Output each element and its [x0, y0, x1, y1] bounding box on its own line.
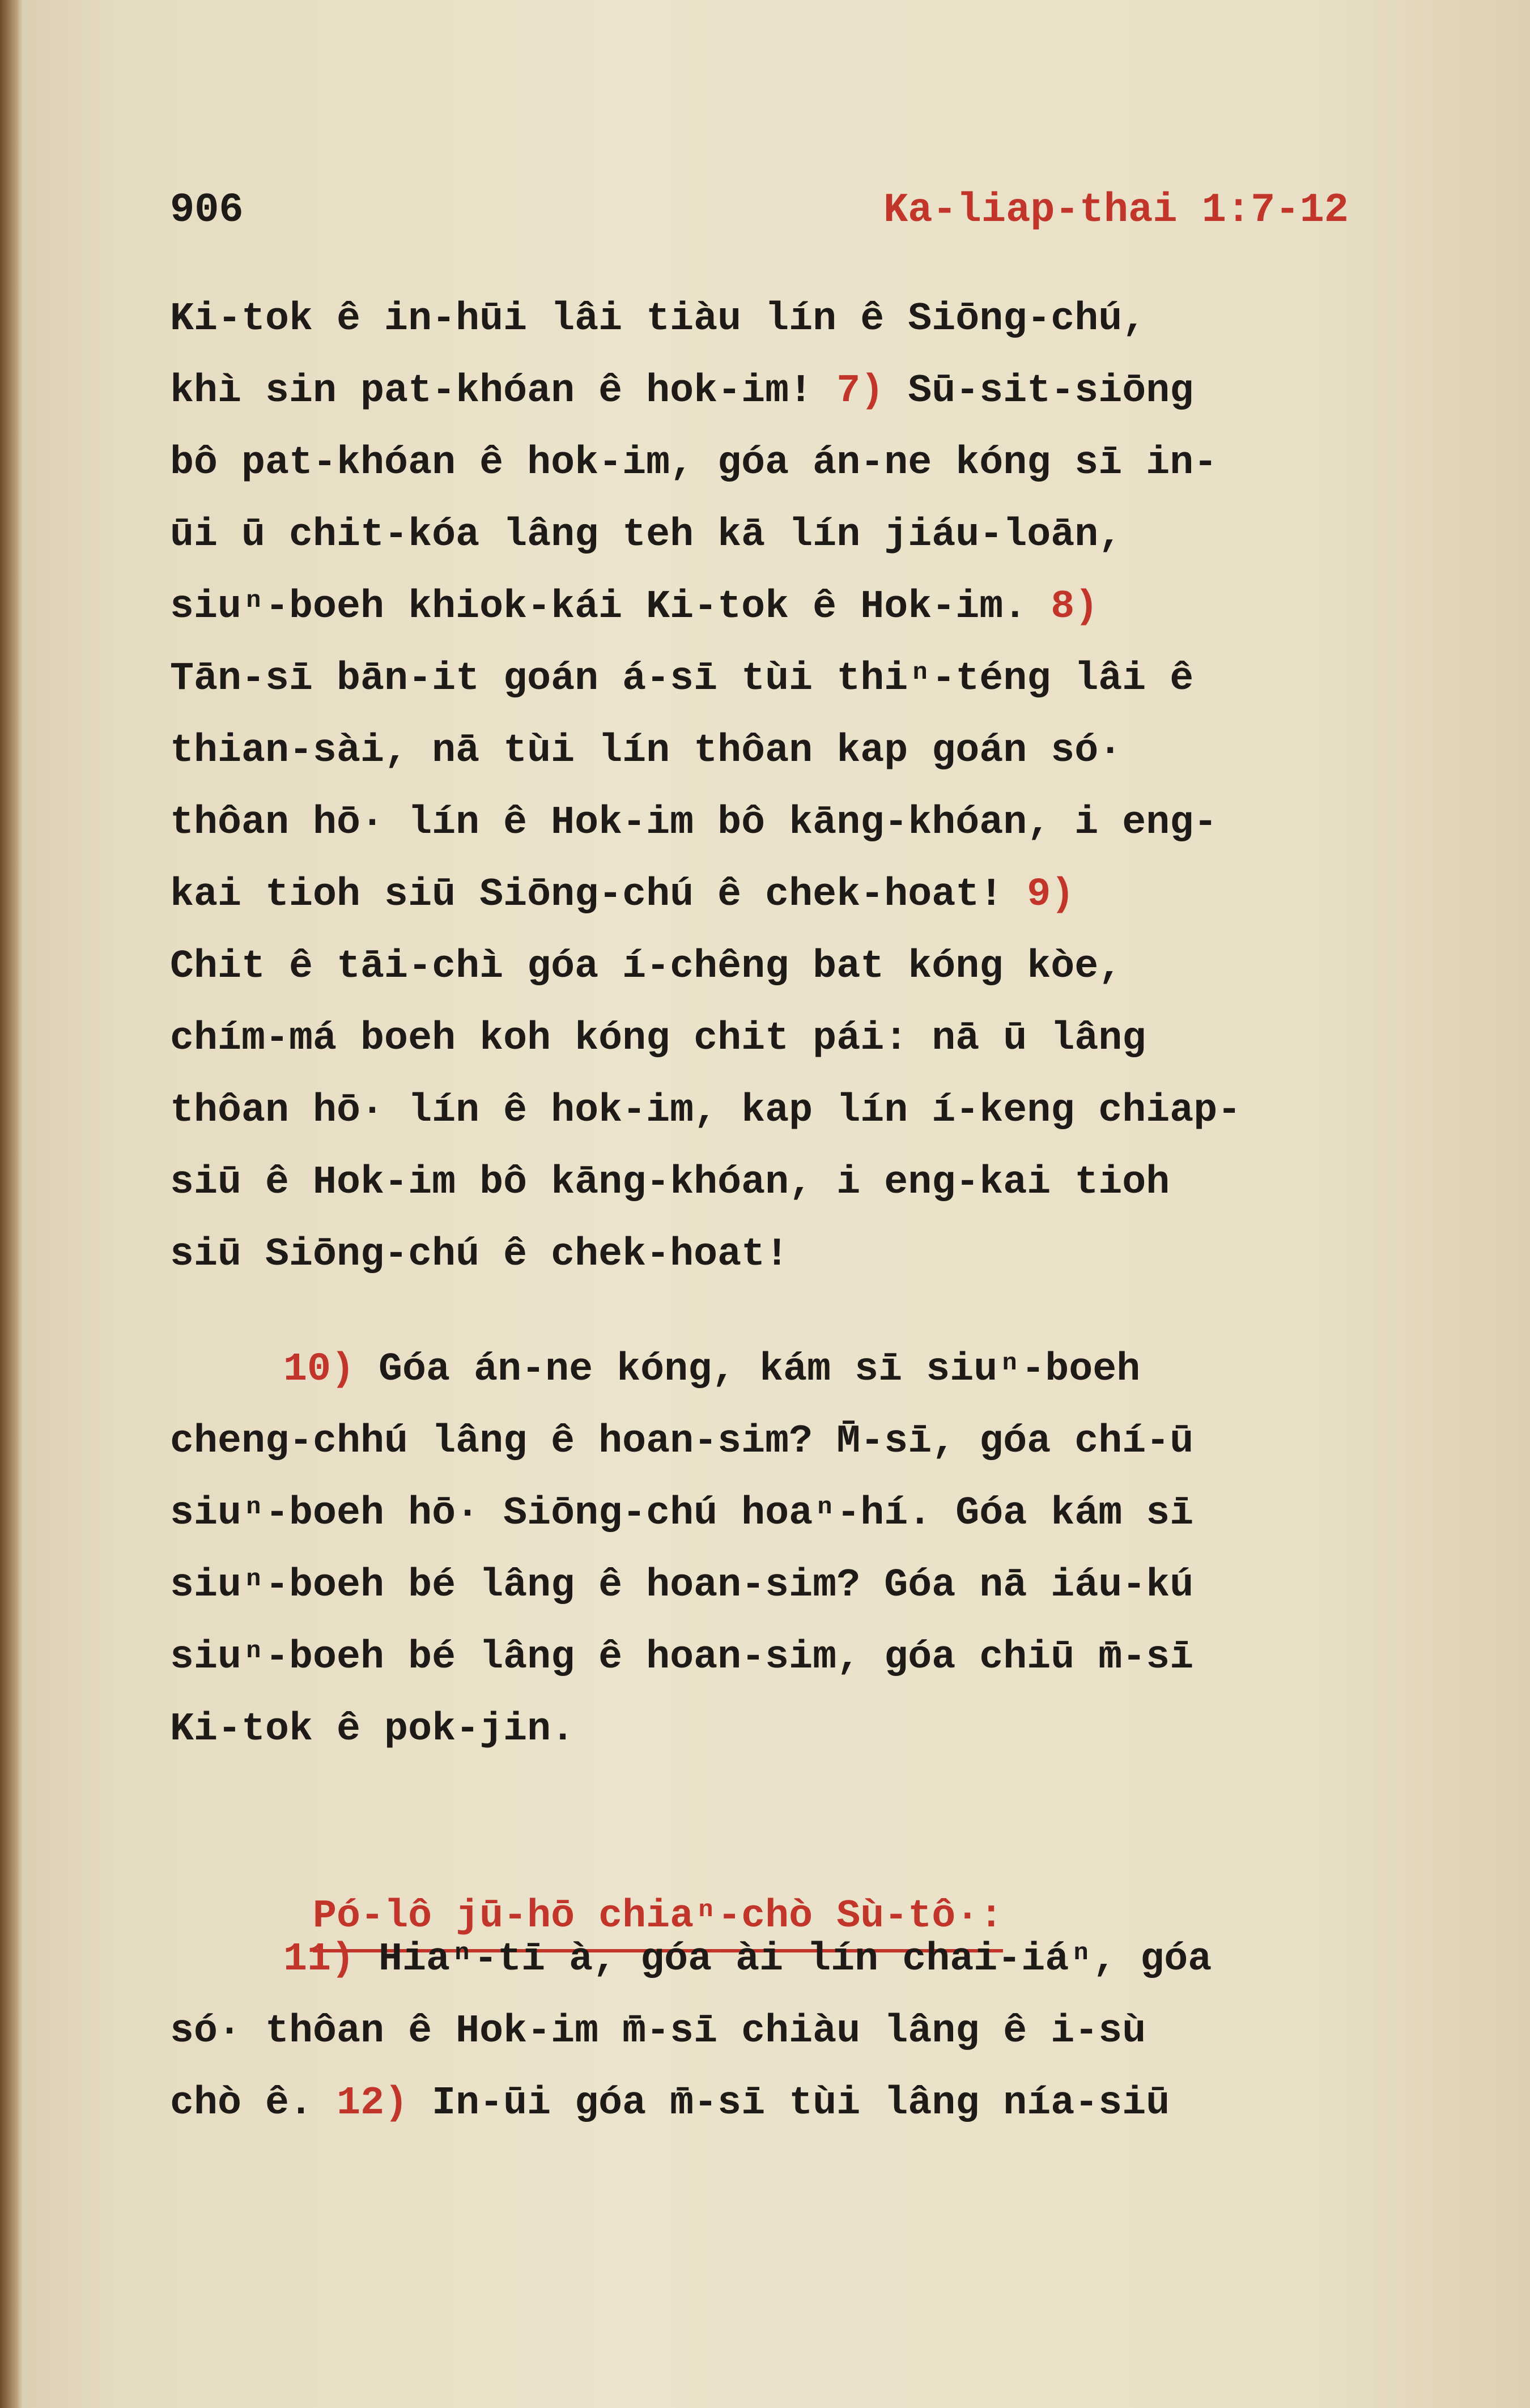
- paragraph-gap: [170, 1291, 1439, 1334]
- verse-number: 11): [283, 1937, 355, 1982]
- text-line: [170, 571, 1439, 643]
- text-line: [170, 499, 1439, 571]
- text-line: cheng-chhú lâng ê hoan-sim? M̄-sī, góa chí-ū: [170, 1419, 1194, 1464]
- text-line: [170, 1219, 1439, 1291]
- verse-number: 8): [1051, 585, 1099, 629]
- paragraph-verse-10: [170, 1334, 1439, 1765]
- verse-number: 12): [337, 2081, 409, 2126]
- verse-number: 7): [836, 369, 885, 414]
- text-run: siuⁿ-boeh khiok-kái Ki-tok ê Hok-im.: [170, 585, 1051, 629]
- text-line: siuⁿ-boeh bé lâng ê hoan-sim? Góa nā iáu-kú: [170, 1563, 1194, 1608]
- text-line: [170, 931, 1439, 1003]
- text-line: [170, 2067, 1439, 2139]
- text-run: thôan hō· lín ê Hok-im bô kāng-khóan, i eng-: [170, 801, 1218, 845]
- text-run: kai tioh siū Siōng-chú ê chek-hoat!: [170, 873, 1027, 917]
- text-line: [170, 355, 1439, 427]
- text-run: Sū-sit-siōng: [884, 369, 1194, 414]
- text-run: Ki-tok ê in-hūi lâi tiàu lín ê Siōng-chú,: [170, 297, 1146, 342]
- text-run: chò ê.: [170, 2081, 337, 2126]
- page-gutter-shadow: [0, 0, 23, 2408]
- section-heading-line: [170, 1809, 1439, 1939]
- section-heading: Pó-lô jū-hō chiaⁿ-chò Sù-tô·:: [313, 1886, 1003, 1952]
- text-line: [170, 1075, 1439, 1147]
- text-line: [170, 1924, 1439, 1996]
- text-run: Hiaⁿ-tī à, góa ài lín chai-iáⁿ, góa: [355, 1937, 1212, 1982]
- running-head: Ka-liap-thai 1:7-12: [883, 187, 1349, 233]
- text-line: siuⁿ-boeh bé lâng ê hoan-sim, góa chiū m̄-sī: [170, 1635, 1194, 1680]
- page-header: [170, 187, 1349, 249]
- text-line: [170, 859, 1439, 931]
- text-line: Ki-tok ê pok-jin.: [170, 1707, 575, 1752]
- paragraph-verses-11-12: [170, 1924, 1439, 2139]
- text-line: [170, 1003, 1439, 1075]
- paragraph-gap: [170, 1765, 1439, 1809]
- text-line: só· thôan ê Hok-im m̄-sī chiàu lâng ê i-sù: [170, 2009, 1146, 2054]
- text-line: [170, 1147, 1439, 1219]
- text-run: Tān-sī bān-it goán á-sī tùi thiⁿ-téng lâi ê: [170, 657, 1194, 701]
- text-line: siuⁿ-boeh hō· Siōng-chú hoaⁿ-hí. Góa kám sī: [170, 1491, 1194, 1536]
- text-run: Góa án-ne kóng, kám sī siuⁿ-boeh: [355, 1347, 1141, 1392]
- text-line: [170, 283, 1439, 355]
- verse-number: 9): [1027, 873, 1075, 917]
- text-run: khì sin pat-khóan ê hok-im!: [170, 369, 837, 414]
- page-body: [170, 283, 1439, 2139]
- text-line: [170, 643, 1439, 715]
- paragraph-verses-7-9: [170, 283, 1439, 1291]
- text-line: [170, 715, 1439, 787]
- verse-number: 10): [283, 1347, 355, 1392]
- text-line: [170, 427, 1439, 499]
- text-run: bô pat-khóan ê hok-im, góa án-ne kóng sī in-: [170, 441, 1218, 486]
- text-run: siū Siōng-chú ê chek-hoat!: [170, 1232, 789, 1277]
- text-line: [170, 1334, 1439, 1406]
- text-run: thôan hō· lín ê hok-im, kap lín í-keng chiap-: [170, 1088, 1242, 1133]
- text-line: [170, 787, 1439, 859]
- text-run: ūi ū chit-kóa lâng teh kā lín jiáu-loān,: [170, 513, 1123, 558]
- text-run: siū ê Hok-im bô kāng-khóan, i eng-kai tioh: [170, 1160, 1170, 1205]
- page-number: 906: [170, 187, 244, 233]
- text-run: chím-má boeh koh kóng chit pái: nā ū lâng: [170, 1016, 1146, 1061]
- text-run: In-ūi góa m̄-sī tùi lâng nía-siū: [408, 2081, 1170, 2126]
- text-run: Chit ê tāi-chì góa í-chêng bat kóng kòe,: [170, 945, 1123, 989]
- text-run: thian-sài, nā tùi lín thôan kap goán só·: [170, 729, 1123, 773]
